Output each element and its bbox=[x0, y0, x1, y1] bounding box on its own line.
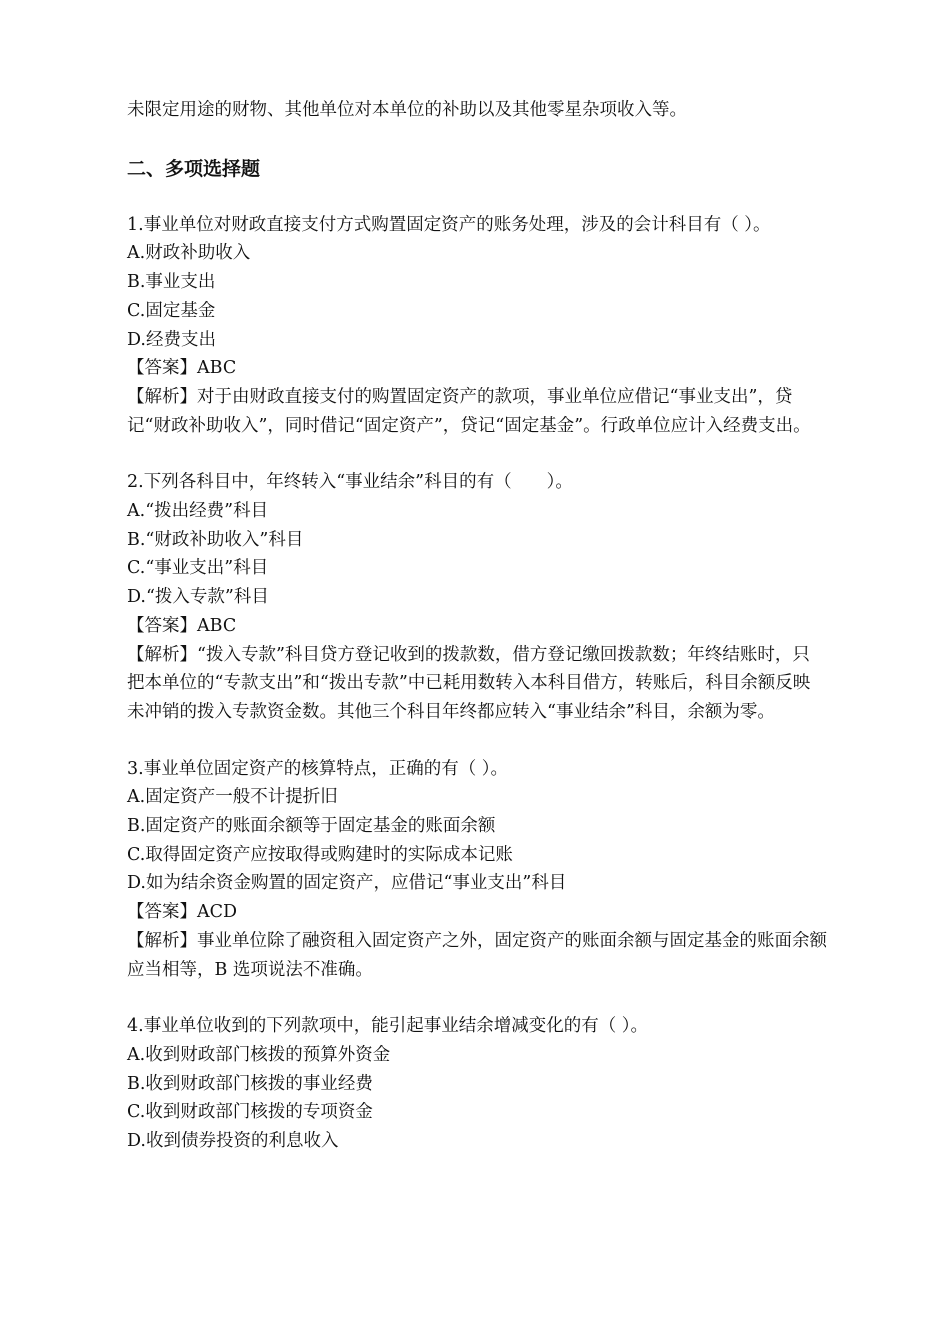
question-stem: 4.事业单位收到的下列款项中，能引起事业结余增减变化的有（ ）。 bbox=[127, 1016, 649, 1037]
option-d: D.如为结余资金购置的固定资产，应借记“事业支出”科目 bbox=[127, 873, 567, 894]
option-a: A.固定资产一般不计提折旧 bbox=[127, 787, 338, 808]
question-stem: 1.事业单位对财政直接支付方式购置固定资产的账务处理，涉及的会计科目有（ ）。 bbox=[127, 214, 771, 235]
option-b: B.“财政补助收入”科目 bbox=[127, 529, 304, 550]
option-c: C.收到财政部门核拨的专项资金 bbox=[127, 1102, 373, 1123]
question-4 bbox=[127, 1012, 827, 1156]
question-3 bbox=[127, 755, 827, 985]
option-c: C.取得固定资产应按取得或购建时的实际成本记账 bbox=[127, 844, 513, 865]
option-b: B.固定资产的账面余额等于固定基金的账面余额 bbox=[127, 816, 496, 837]
analysis: 【解析】“拨入专款”科目贷方登记收到的拨款数，借方登记缴回拨款数；年终结账时，只把本单位的“专款支出”和“拨出专款”中已耗用数转入本科目借方，转账后，科目余额反映未冲销的拨入专款资金数。其他三个科目年终都应转入“事业结余”科目，余额为零。 bbox=[127, 644, 811, 722]
option-a: A.收到财政部门核拨的预算外资金 bbox=[127, 1044, 391, 1065]
option-c: C.“事业支出”科目 bbox=[127, 558, 269, 579]
option-d: D.“拨入专款”科目 bbox=[127, 587, 269, 608]
option-b: B.事业支出 bbox=[127, 272, 216, 293]
option-b: B.收到财政部门核拨的事业经费 bbox=[127, 1073, 373, 1094]
intro-tail-text: 未限定用途的财物、其他单位对本单位的补助以及其他零星杂项收入等。 bbox=[127, 100, 687, 120]
question-stem: 2.下列各科目中，年终转入“事业结余”科目的有（ ）。 bbox=[127, 472, 573, 493]
section-title: 二、多项选择题 bbox=[127, 157, 261, 180]
option-a: A.财政补助收入 bbox=[127, 243, 251, 264]
option-d: D.收到债券投资的利息收入 bbox=[127, 1131, 339, 1152]
option-c: C.固定基金 bbox=[127, 300, 216, 321]
analysis: 【解析】事业单位除了融资租入固定资产之外，固定资产的账面余额与固定基金的账面余额应当相等，B 选项说法不准确。 bbox=[127, 930, 827, 980]
option-a: A.“拨出经费”科目 bbox=[127, 501, 269, 522]
document-page bbox=[127, 96, 827, 1184]
answer: 【答案】ABC bbox=[127, 358, 237, 379]
answer: 【答案】ABC bbox=[127, 615, 237, 636]
question-1 bbox=[127, 211, 827, 441]
analysis: 【解析】对于由财政直接支付的购置固定资产的款项，事业单位应借记“事业支出”，贷记“财政补助收入”，同时借记“固定资产”，贷记“固定基金”。行政单位应计入经费支出。 bbox=[127, 386, 811, 436]
question-stem: 3.事业单位固定资产的核算特点，正确的有（ ）。 bbox=[127, 758, 509, 779]
answer: 【答案】ACD bbox=[127, 902, 238, 923]
question-2 bbox=[127, 468, 827, 726]
option-d: D.经费支出 bbox=[127, 329, 216, 350]
